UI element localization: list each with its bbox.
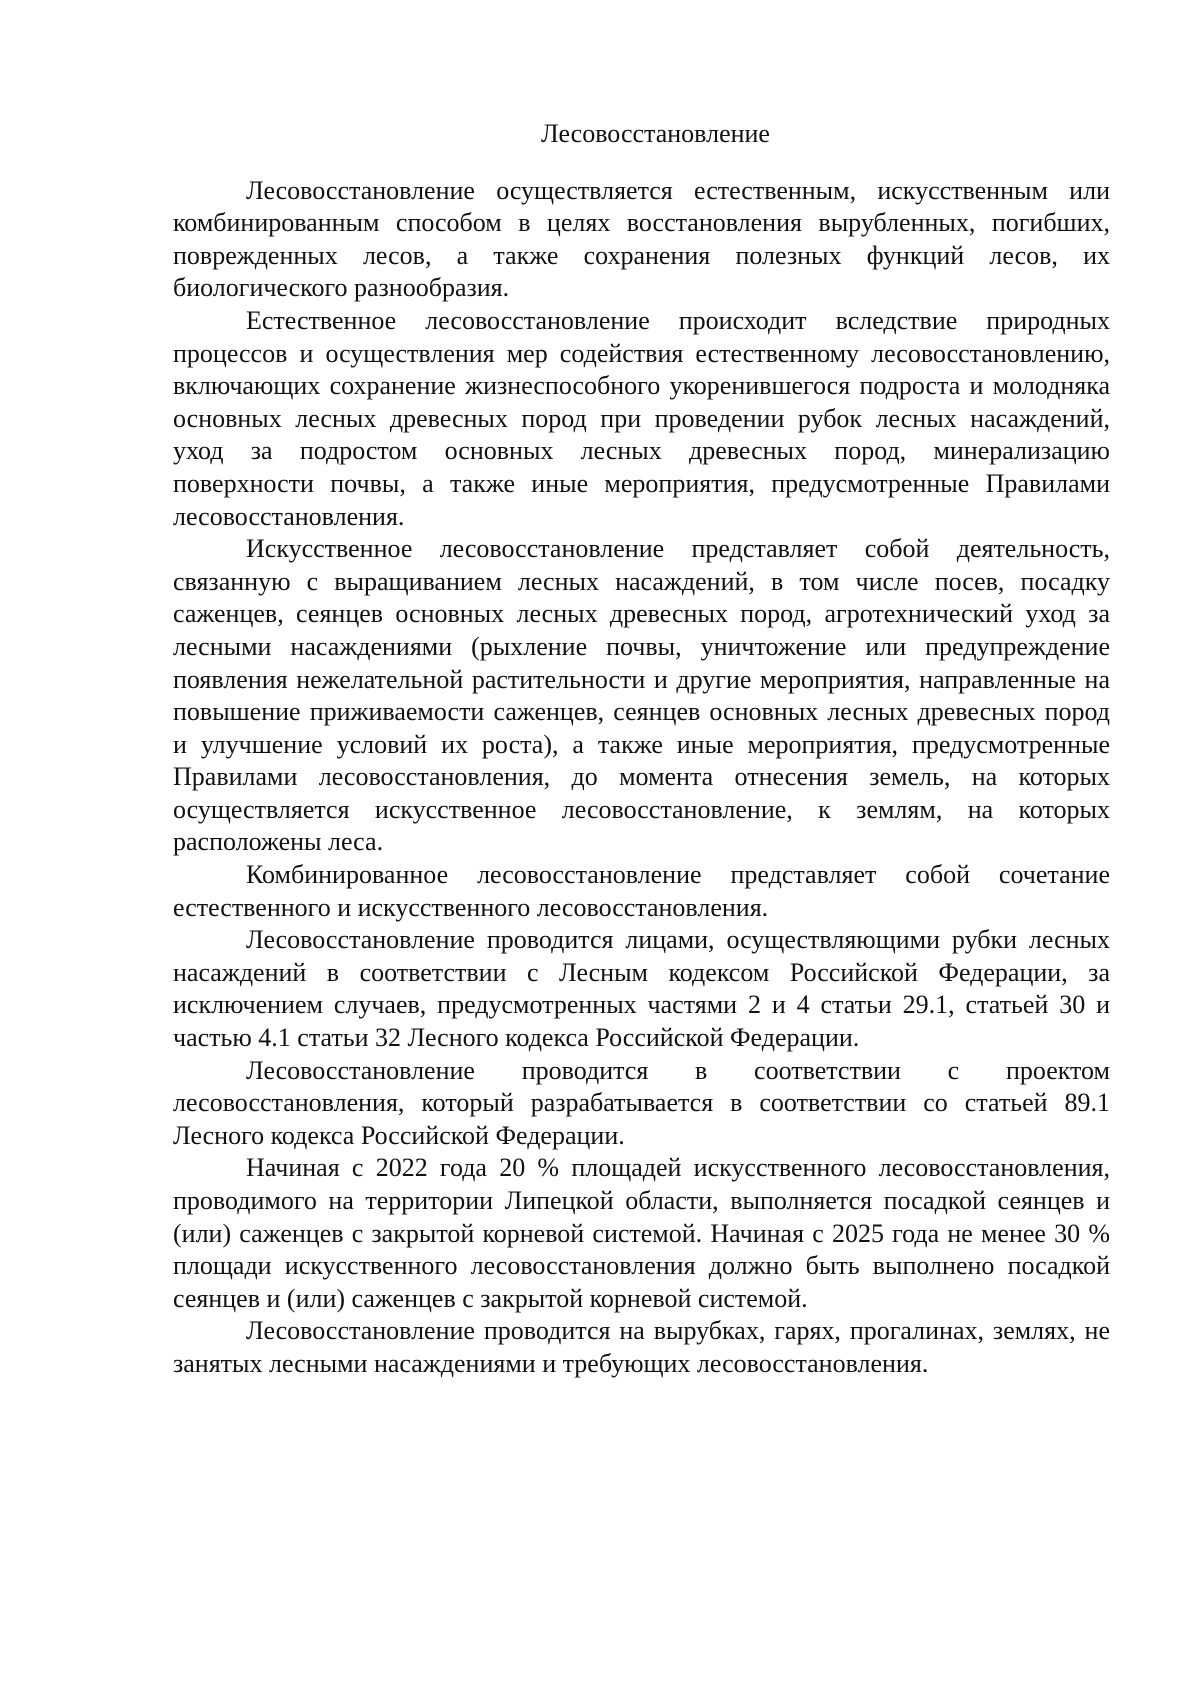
paragraph-8: Лесовосстановление проводится на вырубках, гарях, прогалинах, землях, не занятых лесными насаждениями и требующих лесовосстановления.	[173, 1316, 1110, 1378]
paragraph-5: Лесовосстановление проводится лицами, осуществляющими рубки лесных насаждений в соответствии с Лесным кодексом Российской Федерации, за исключением случаев, предусмотренных частями 2 и 4 статьи 29.1, статьей 30 и частью 4.1 статьи 32 Лесного кодекса Российской Федерации.	[173, 925, 1110, 1053]
paragraph-7: Начиная с 2022 года 20 % площадей искусственного лесовосстановления, проводимого на территории Липецкой области, выполняется посадкой сеянцев и (или) саженцев с закрытой корневой системой. Начиная с 2025 года не менее 30 % площади искусственного лесовосстановления должно быть выполнено посадкой сеянцев и (или) саженцев с закрытой корневой системой.	[173, 1153, 1110, 1313]
document-title: Лесовосстановление	[541, 119, 770, 148]
paragraph-6: Лесовосстановление проводится в соответствии с проектом лесовосстановления, который разрабатывается в соответствии со статьей 89.1 Лесного кодекса Российской Федерации.	[173, 1055, 1110, 1150]
paragraph-3: Искусственное лесовосстановление представляет собой деятельность, связанную с выращиванием лесных насаждений, в том числе посев, посадку саженцев, сеянцев основных лесных древесных пород, агротехнический уход за лесными насаждениями (рыхление почвы, уничтожение или предупреждение появления нежелательной растительности и другие мероприятия, направленные на повышение приживаемости саженцев, сеянцев основных лесных древесных пород и улучшение условий их роста), а также иные мероприятия, предусмотренные Правилами лесовосстановления, до момента отнесения земель, на которых осуществляется искусственное лесовосстановление, к землям, на которых расположены леса.	[173, 534, 1110, 857]
document-body	[173, 118, 1110, 1381]
paragraph-4: Комбинированное лесовосстановление представляет собой сочетание естественного и искусственного лесовосстановления.	[173, 860, 1110, 922]
paragraph-1: Лесовосстановление осуществляется естественным, искусственным или комбинированным способом в целях восстановления вырубленных, погибших, поврежденных лесов, а также сохранения полезных функций лесов, их биологического разнообразия.	[173, 175, 1110, 303]
paragraph-2: Естественное лесовосстановление происходит вследствие природных процессов и осуществления мер содействия естественному лесовосстановлению, включающих сохранение жизнеспособного укоренившегося подроста и молодняка основных лесных древесных пород при проведении рубок лесных насаждений, уход за подростом основных лесных древесных пород, минерализацию поверхности почвы, а также иные мероприятия, предусмотренные Правилами лесовосстановления.	[173, 305, 1110, 531]
